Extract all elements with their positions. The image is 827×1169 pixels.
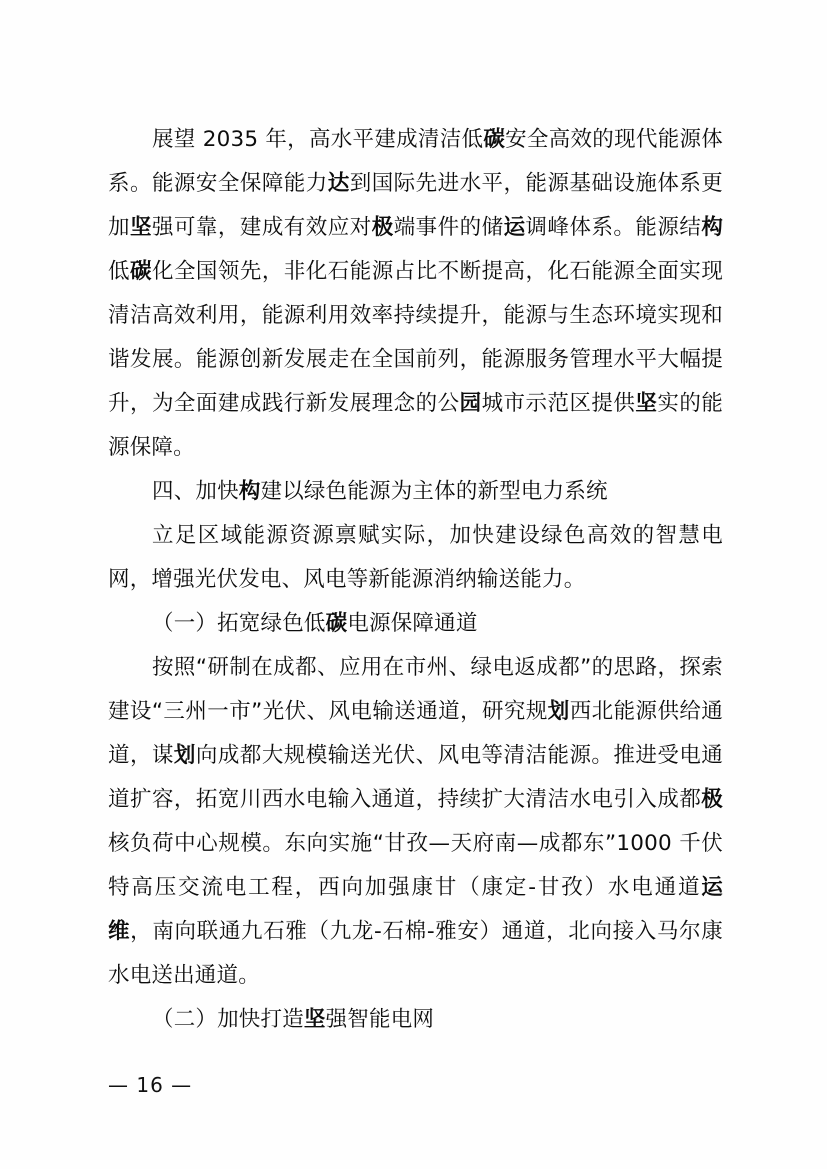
emphasis-text: 构 [238, 479, 261, 504]
paragraph-5 [108, 646, 723, 998]
emphasis-text: 构 [701, 215, 724, 240]
paragraph-heading-section-4 [108, 470, 723, 514]
emphasis-text: 坚 [129, 215, 152, 240]
body-text: 展望 2035 年，高水平建成清洁低 [152, 127, 484, 152]
body-text: 西北能源供给通道，谋 [108, 699, 724, 768]
body-text: 到国际先进水平，能源基础设施体系更加 [108, 171, 723, 240]
body-text: 电源保障通道 [347, 611, 478, 636]
page-footer [108, 1073, 723, 1097]
emphasis-text: 碳 [129, 259, 152, 284]
body-text: 化全国领先，非化石能源占比不断提高，化石能源全面实现清洁高效利用，能源利用效率持续提升，能源与生态环境实现和谐发展。能源创新发展走在全国前列，能源服务管理水平大幅提升，为全面建成践行新发展理念的公 [108, 259, 724, 416]
body-text: 城市示范区提供 [481, 391, 636, 416]
paragraph-heading-sub-1 [108, 602, 723, 646]
emphasis-text: 极 [371, 215, 394, 240]
emphasis-text: 极 [701, 787, 723, 812]
paragraph-heading-sub-2 [108, 998, 723, 1042]
paragraph-1 [108, 118, 723, 470]
emphasis-text: 划 [173, 743, 196, 768]
body-text: 四、加快 [152, 479, 239, 504]
body-text: 强可靠，建成有效应对 [151, 215, 372, 240]
body-text: 核负荷中心规模。东向实施“甘孜—天府南—成都东”1000 千伏特高压交流电工程，西向加强康甘（康定-甘孜）水电通道 [108, 831, 723, 900]
body-text: 低 [108, 259, 130, 284]
body-text: ，南向联通九石雅（九龙-石棉-雅安）通道，北向接入马尔康水电送出通道。 [108, 919, 723, 988]
emphasis-text: 划 [547, 699, 570, 724]
emphasis-text: 园 [459, 391, 482, 416]
body-text: 调峰体系。能源结 [525, 215, 702, 240]
body-text: 向成都大规模输送光伏、风电等清洁能源。推进受电通道扩容，拓宽川西水电输入通道，持续扩大清洁水电引入成都 [108, 743, 723, 812]
body-text: 强智能电网 [325, 1007, 435, 1032]
page-number: — 16 — [108, 1073, 193, 1097]
emphasis-text: 碳 [325, 611, 348, 636]
body-text: （二）加快打造 [152, 1007, 304, 1032]
body-text: 按照“研制在成都、应用在市州、绿电返成都”的思路，探索建设“三州一市”光伏、风电输送通道，研究规 [108, 655, 723, 724]
body-text: 实的能源保障。 [108, 391, 724, 460]
body-text: 安全高效的现代能源体系。能源安全保障能力 [108, 127, 723, 196]
body-text: 建以绿色能源为主体的新型电力系统 [260, 479, 608, 504]
emphasis-text: 碳 [483, 127, 506, 152]
emphasis-text: 运 [503, 215, 526, 240]
body-text: （一）拓宽绿色低 [152, 611, 326, 636]
paragraph-3 [108, 514, 723, 602]
body-text: 端事件的储 [393, 215, 504, 240]
emphasis-text: 达 [327, 171, 350, 196]
emphasis-text: 坚 [635, 391, 658, 416]
document-body [108, 118, 723, 1042]
emphasis-text: 运维 [108, 875, 723, 944]
body-text: 立足区域能源资源禀赋实际，加快建设绿色高效的智慧电网，增强光伏发电、风电等新能源消纳输送能力。 [108, 523, 723, 592]
emphasis-text: 坚 [303, 1007, 326, 1032]
